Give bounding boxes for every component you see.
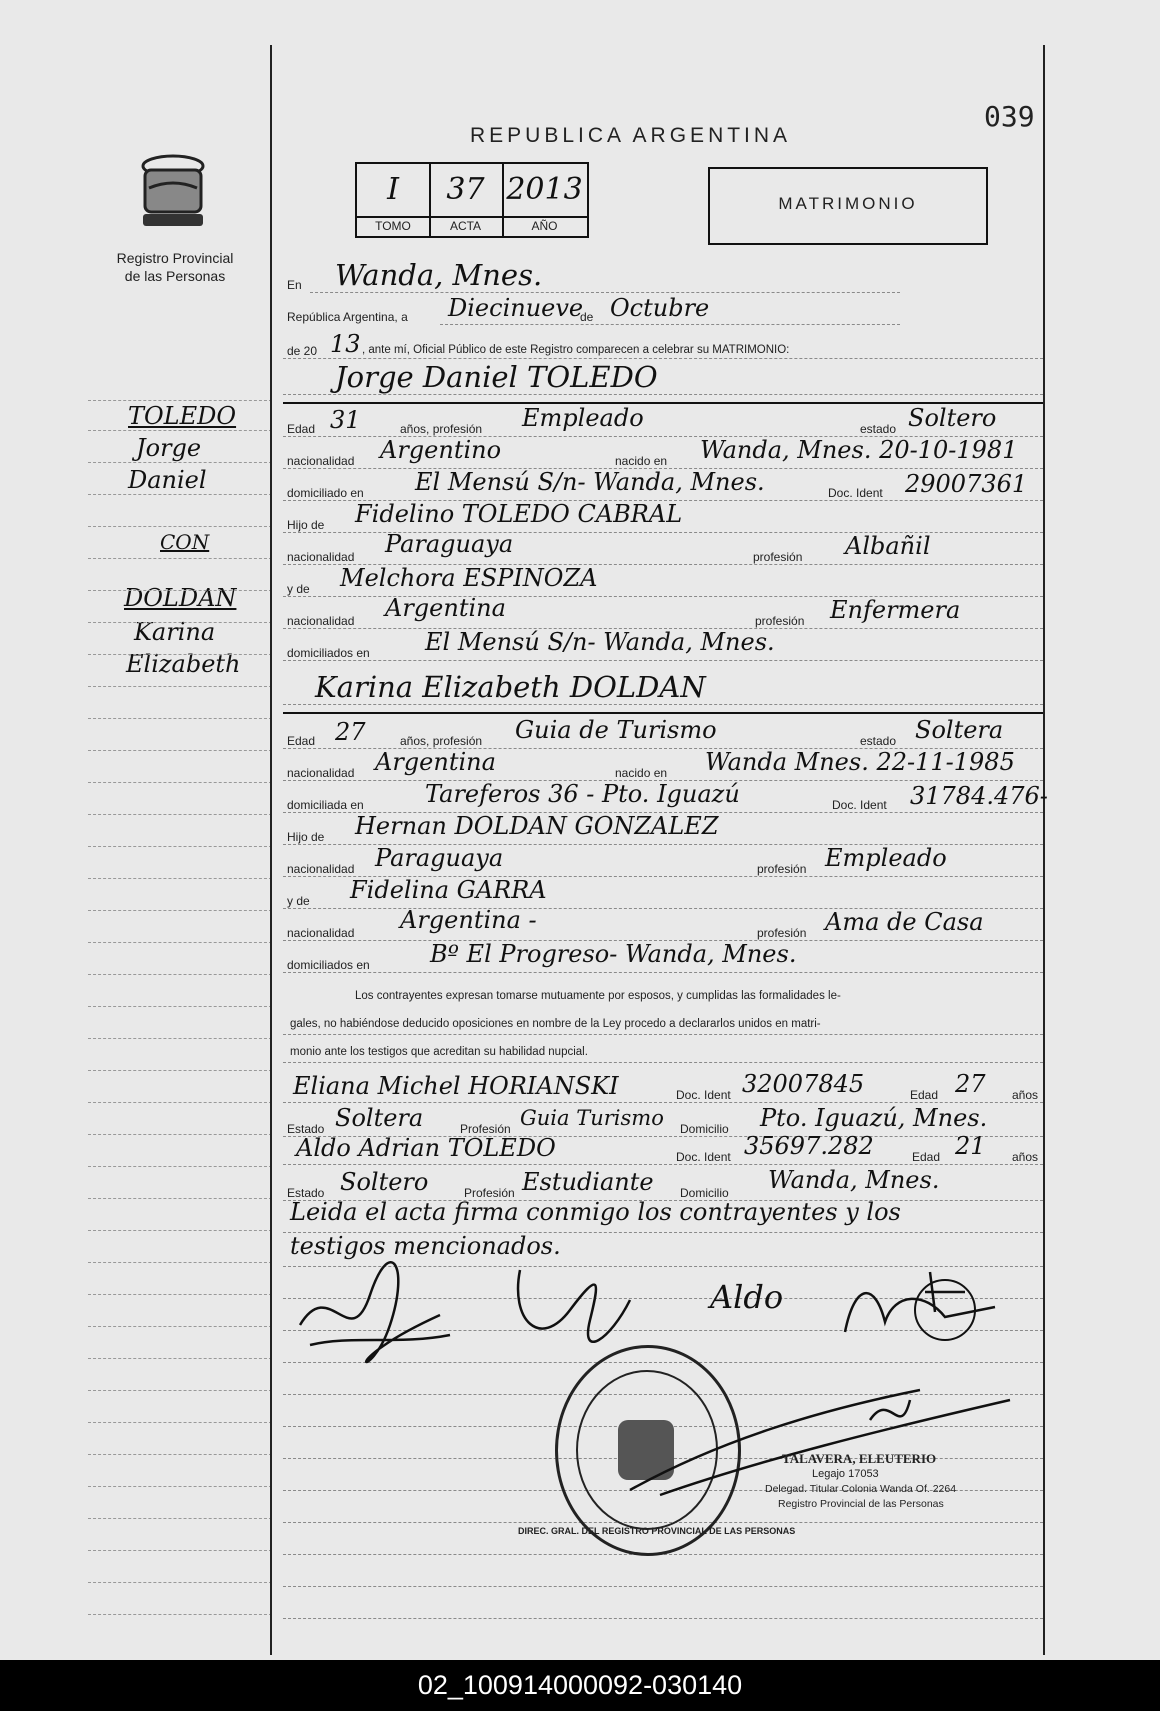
official-title: Delegad. Titular Colonia Wanda Of. 2264 bbox=[765, 1483, 957, 1495]
groom-doc: 29007361 bbox=[905, 470, 1028, 498]
witness-2-dom-label: Domicilio bbox=[680, 1186, 729, 1200]
margin-groom-surname: TOLEDO bbox=[128, 402, 237, 430]
margin-groom-first: Jorge bbox=[136, 434, 202, 462]
witness-2-prof-label: Profesión bbox=[464, 1186, 515, 1200]
groom-name: Jorge Daniel TOLEDO bbox=[335, 360, 658, 394]
country-title: REPUBLICA ARGENTINA bbox=[470, 124, 792, 147]
witness-signature-aldo: Aldo bbox=[710, 1278, 784, 1316]
tomo-value: I bbox=[387, 172, 399, 207]
groom-edad: 31 bbox=[330, 406, 361, 434]
witness-2-edad-label: Edad bbox=[912, 1150, 941, 1164]
witness-1-domicilio: Pto. Iguazú, Mnes. bbox=[760, 1104, 988, 1132]
groom-padres-dom: El Mensú S/n- Wanda, Mnes. bbox=[425, 628, 775, 656]
statement-line-3: monio ante los testigos que acreditan su habilidad nupcial. bbox=[290, 1046, 588, 1058]
bride-padre: Hernan DOLDAN GONZALEZ bbox=[355, 812, 719, 840]
statement-line-1: Los contrayentes expresan tomarse mutuamente por esposos, y cumplidas las formalidades le- bbox=[355, 990, 841, 1002]
anio-label: AÑO bbox=[531, 219, 558, 233]
bride-edad: 27 bbox=[335, 718, 366, 746]
bride-profesion: Guia de Turismo bbox=[515, 716, 717, 744]
margin-column bbox=[0, 0, 272, 1660]
bride-madre-prof-label: profesión bbox=[757, 926, 807, 940]
groom-padre: Fidelino TOLEDO CABRAL bbox=[355, 500, 683, 528]
de-label: de bbox=[580, 310, 594, 324]
witness-2-domicilio: Wanda, Mnes. bbox=[768, 1166, 940, 1194]
witness-2-doc-label: Doc. Ident bbox=[676, 1150, 731, 1164]
groom-nacido-label: nacido en bbox=[615, 454, 668, 468]
witness-2-edad: 21 bbox=[955, 1132, 986, 1160]
groom-edad-label: Edad bbox=[287, 422, 316, 436]
bride-doc: 31784.476- bbox=[910, 782, 1048, 810]
bride-madre-prof: Ama de Casa bbox=[825, 908, 984, 936]
groom-estado: Soltero bbox=[908, 404, 997, 432]
witness-1-dom-label: Domicilio bbox=[680, 1122, 729, 1136]
registry-label-2: de las Personas bbox=[124, 268, 226, 284]
groom-nacido: Wanda, Mnes. 20-10-1981 bbox=[700, 436, 1018, 464]
bride-madre-nac-label: nacionalidad bbox=[287, 926, 355, 940]
groom-madre-prof-label: profesión bbox=[755, 614, 805, 628]
day-value: Diecinueve bbox=[448, 294, 584, 322]
groom-yde-label: y de bbox=[287, 582, 310, 596]
bride-doc-label: Doc. Ident bbox=[832, 798, 887, 812]
witness-1-profesion: Guia Turismo bbox=[520, 1106, 664, 1130]
bride-padre-prof-label: profesión bbox=[757, 862, 807, 876]
registry-label: Registro Provincial bbox=[116, 250, 234, 266]
groom-estado-label: estado bbox=[860, 422, 897, 436]
bride-anios-label: años, profesión bbox=[400, 734, 483, 748]
groom-madre-nac-label: nacionalidad bbox=[287, 614, 355, 628]
bride-name: Karina Elizabeth DOLDAN bbox=[315, 670, 706, 704]
intro-text: , ante mí, Oficial Público de este Registro comparecen a celebrar su MATRIMONIO: bbox=[362, 344, 790, 356]
bride-nacido: Wanda Mnes. 22-11-1985 bbox=[705, 748, 1015, 776]
witness-1-prof-label: Profesión bbox=[460, 1122, 511, 1136]
acta-value: 37 bbox=[446, 172, 485, 207]
margin-con: CON bbox=[160, 530, 210, 554]
bride-padre-nac-label: nacionalidad bbox=[287, 862, 355, 876]
bride-padres-dom: Bº El Progreso- Wanda, Mnes. bbox=[430, 940, 797, 968]
scan-id-footer: 02_100914000092-030140 bbox=[0, 1660, 1160, 1711]
anio-value: 2013 bbox=[506, 172, 583, 207]
year-label: de 20 bbox=[287, 344, 318, 358]
bride-madre-nac: Argentina - bbox=[400, 906, 537, 934]
groom-anios-label: años, profesión bbox=[400, 422, 483, 436]
witness-1-edad-label: Edad bbox=[910, 1088, 939, 1102]
groom-profesion: Empleado bbox=[522, 404, 644, 432]
groom-nac-label: nacionalidad bbox=[287, 454, 355, 468]
year-value: 13 bbox=[330, 330, 361, 358]
margin-bride-second: Elizabeth bbox=[126, 650, 241, 678]
doc-type-box bbox=[708, 167, 988, 245]
month-value: Octubre bbox=[610, 294, 710, 322]
margin-bride-surname: DOLDAN bbox=[124, 584, 237, 612]
bride-domicilio: Tareferos 36 - Pto. Iguazú bbox=[425, 780, 740, 808]
bride-edad-label: Edad bbox=[287, 734, 316, 748]
groom-padres-dom-label: domiciliados en bbox=[287, 646, 370, 660]
bride-padre-prof: Empleado bbox=[825, 844, 947, 872]
bride-madre: Fidelina GARRA bbox=[350, 876, 547, 904]
witness-2-estado-label: Estado bbox=[287, 1186, 325, 1200]
witness-1-doc: 32007845 bbox=[742, 1070, 865, 1098]
bride-padre-nac: Paraguaya bbox=[375, 844, 504, 872]
witness-2-doc: 35697.282 bbox=[744, 1132, 874, 1160]
tomo-acta-anio-box bbox=[355, 162, 589, 238]
tomo-label: TOMO bbox=[375, 219, 411, 233]
witness-2-name: Aldo Adrian TOLEDO bbox=[296, 1134, 556, 1162]
groom-doc-label: Doc. Ident bbox=[828, 486, 883, 500]
bride-hijo-label: Hijo de bbox=[287, 830, 325, 844]
doc-type: MATRIMONIO bbox=[778, 194, 918, 213]
bride-estado: Soltera bbox=[915, 716, 1004, 744]
bride-padres-dom-label: domiciliados en bbox=[287, 958, 370, 972]
witness-1-name: Eliana Michel HORIANSKI bbox=[293, 1072, 619, 1100]
closing-line-1: Leida el acta firma conmigo los contrayentes y los bbox=[290, 1198, 901, 1226]
bride-yde-label: y de bbox=[287, 894, 310, 908]
witness-1-anios-label: años bbox=[1012, 1088, 1039, 1102]
en-label: En bbox=[287, 278, 302, 292]
groom-padre-nac-label: nacionalidad bbox=[287, 550, 355, 564]
margin-bride-first: Karina bbox=[134, 618, 216, 646]
witness-2-anios-label: años bbox=[1012, 1150, 1039, 1164]
closing-line-2: testigos mencionados. bbox=[290, 1232, 561, 1260]
republica-label: República Argentina, a bbox=[287, 310, 408, 324]
acta-label: ACTA bbox=[449, 219, 482, 233]
official-legajo: Legajo 17053 bbox=[812, 1468, 879, 1480]
groom-madre-nac: Argentina bbox=[385, 594, 506, 622]
witness-1-signature-icon bbox=[835, 1262, 1005, 1352]
groom-dom-label: domiciliado en bbox=[287, 486, 364, 500]
witness-2-profesion: Estudiante bbox=[522, 1168, 654, 1196]
seal-text: DIREC. GRAL. DEL REGISTRO PROVINCIAL DE LAS PERSONAS bbox=[518, 1526, 796, 1536]
groom-nacionalidad: Argentino bbox=[380, 436, 502, 464]
groom-padre-prof: Albañil bbox=[845, 532, 931, 560]
official-registry: Registro Provincial de las Personas bbox=[778, 1498, 944, 1510]
groom-padre-prof-label: profesión bbox=[753, 550, 803, 564]
witness-1-doc-label: Doc. Ident bbox=[676, 1088, 731, 1102]
bride-nacido-label: nacido en bbox=[615, 766, 668, 780]
margin-groom-second: Daniel bbox=[128, 466, 207, 494]
bride-estado-label: estado bbox=[860, 734, 897, 748]
groom-madre: Melchora ESPINOZA bbox=[340, 564, 598, 592]
bride-nac-label: nacionalidad bbox=[287, 766, 355, 780]
bride-dom-label: domiciliada en bbox=[287, 798, 364, 812]
groom-padre-nac: Paraguaya bbox=[385, 530, 514, 558]
witness-1-estado: Soltera bbox=[335, 1104, 424, 1132]
place-value: Wanda, Mnes. bbox=[335, 258, 543, 292]
page-number: 039 bbox=[984, 100, 1035, 133]
coat-of-arms-icon bbox=[133, 148, 213, 238]
groom-domicilio: El Mensú S/n- Wanda, Mnes. bbox=[415, 468, 765, 496]
groom-signature-icon bbox=[290, 1255, 460, 1375]
witness-1-edad: 27 bbox=[955, 1070, 986, 1098]
bride-nacionalidad: Argentina bbox=[375, 748, 496, 776]
official-name: TALAVERA, ELEUTERIO bbox=[782, 1451, 937, 1466]
witness-2-estado: Soltero bbox=[340, 1168, 429, 1196]
statement-line-2: gales, no habiéndose deducido oposiciones en nombre de la Ley procedo a declararlos unidos en matri- bbox=[290, 1018, 821, 1030]
groom-madre-prof: Enfermera bbox=[830, 596, 961, 624]
witness-1-estado-label: Estado bbox=[287, 1122, 325, 1136]
groom-hijo-label: Hijo de bbox=[287, 518, 325, 532]
